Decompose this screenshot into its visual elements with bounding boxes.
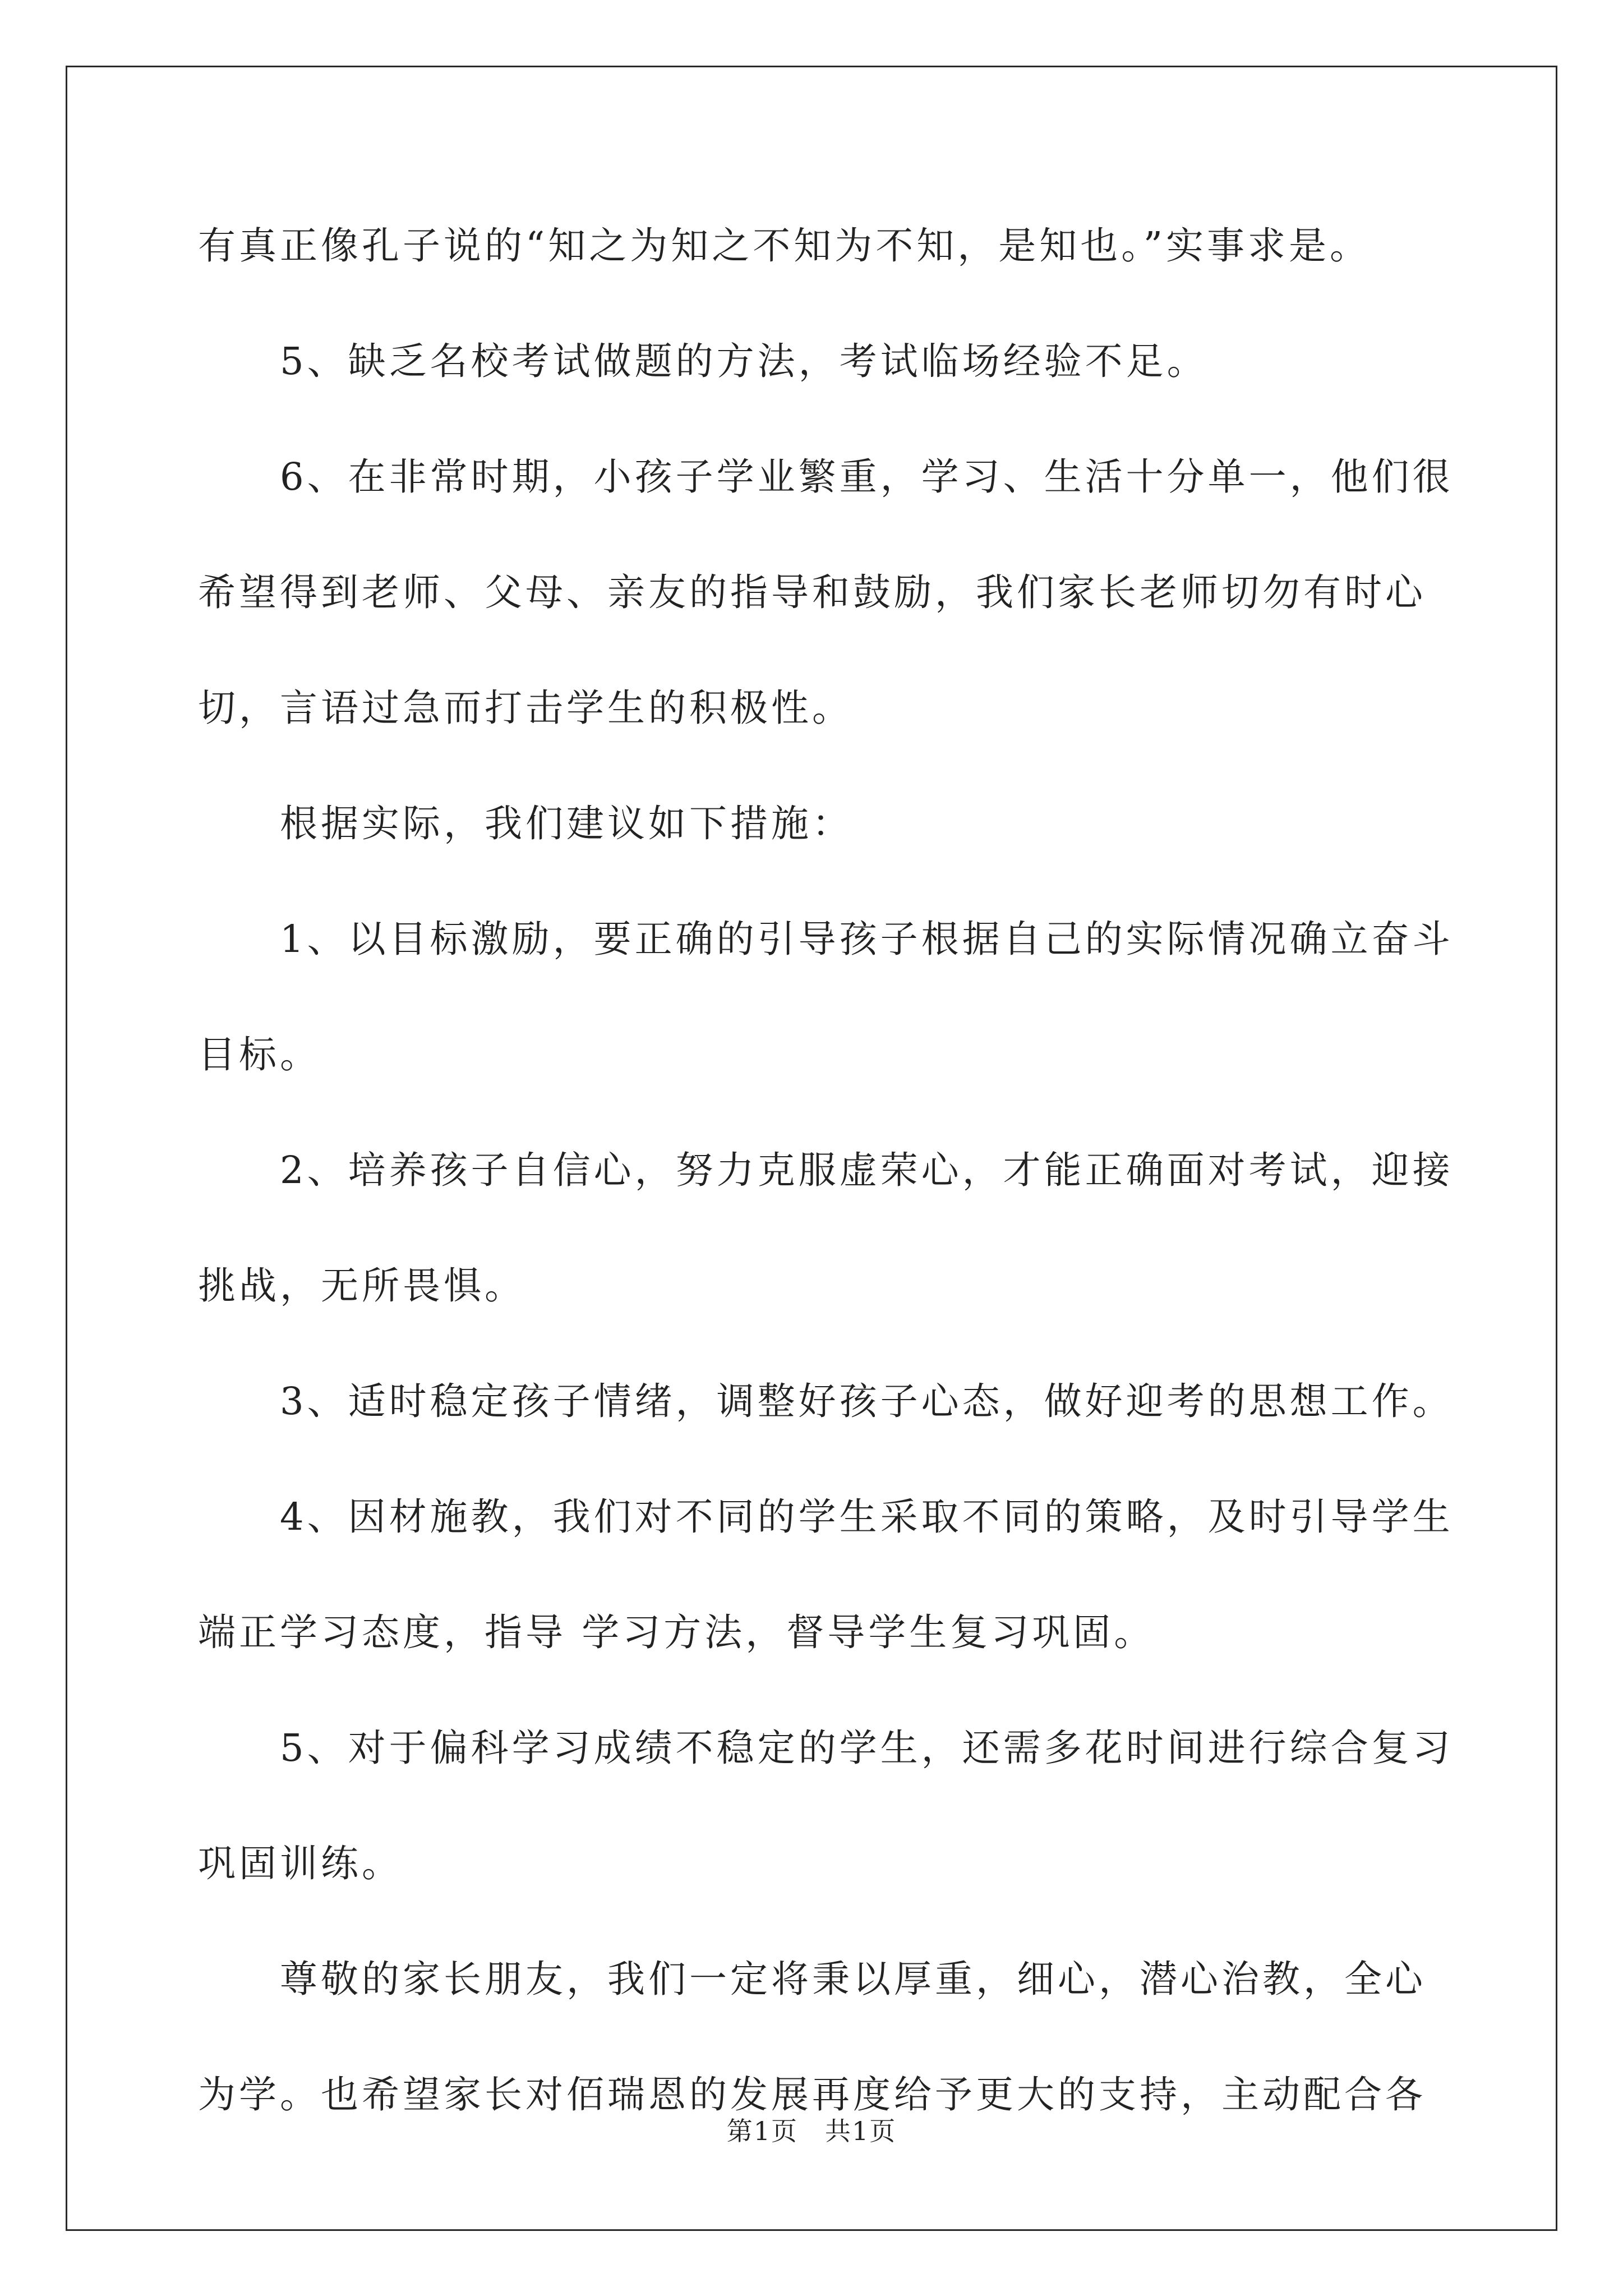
text-line: 4、因材施教，我们对不同的学生采取不同的策略，及时引导学生 (280, 1495, 1454, 1539)
page-number-label: 第1页 共1页 (726, 2116, 897, 2146)
text-line: 挑战，无所畏惧。 (198, 1264, 525, 1308)
text-line: 有真正像孔子说的“知之为知之不知为不知，是知也。”实事求是。 (198, 224, 1371, 268)
page-footer (0, 2114, 1623, 2148)
text-line: 5、缺乏名校考试做题的方法，考试临场经验不足。 (280, 339, 1208, 383)
text-line: 为学。也希望家长对佰瑞恩的发展再度给予更大的支持，主动配合各 (198, 2073, 1426, 2116)
text-line: 5、对于偏科学习成绩不稳定的学生，还需多花时间进行综合复习 (280, 1726, 1454, 1770)
text-line: 希望得到老师、父母、亲友的指导和鼓励，我们家长老师切勿有时心 (198, 570, 1426, 614)
text-line: 端正学习态度，指导 学习方法，督导学生复习巩固。 (198, 1611, 1155, 1654)
text-line: 2、培养孩子自信心，努力克服虚荣心，才能正确面对考试，迎接 (280, 1148, 1454, 1192)
text-line: 尊敬的家长朋友，我们一定将秉以厚重，细心，潜心治教，全心 (280, 1957, 1426, 2001)
text-line: 目标。 (198, 1033, 321, 1076)
text-line: 切，言语过急而打击学生的积极性。 (198, 686, 853, 730)
text-line: 巩固训练。 (198, 1842, 403, 1885)
text-line: 根据实际，我们建议如下措施： (280, 802, 853, 845)
text-line: 1、以目标激励，要正确的引导孩子根据自己的实际情况确立奋斗 (280, 917, 1454, 961)
text-line: 3、适时稳定孩子情绪，调整好孩子心态，做好迎考的思想工作。 (280, 1379, 1454, 1423)
text-line: 6、在非常时期，小孩子学业繁重，学习、生活十分单一，他们很 (280, 455, 1454, 499)
document-body (198, 218, 1454, 2182)
